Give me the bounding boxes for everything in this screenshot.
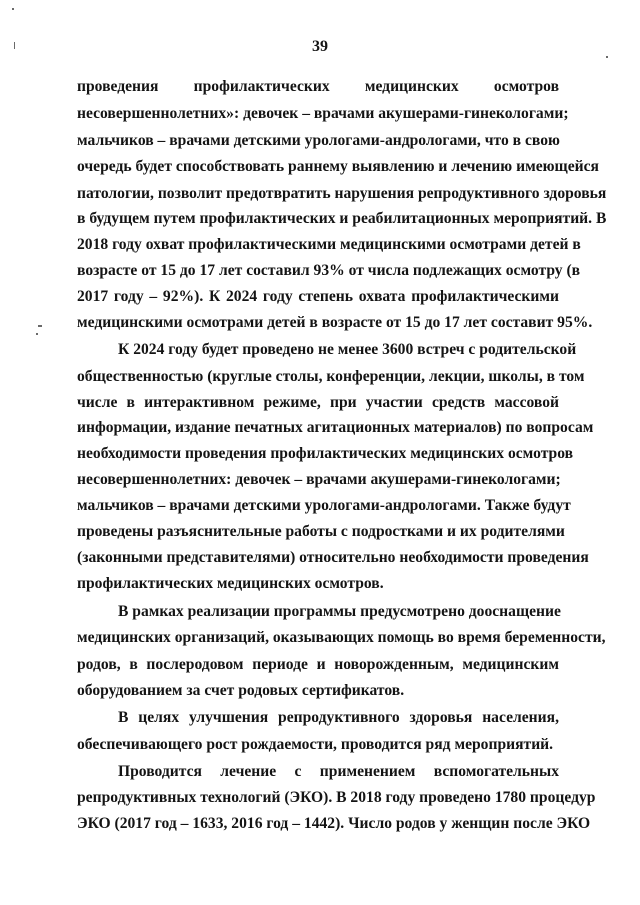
text-line: очередь будет способствовать раннему выявлению и лечению имеющейся bbox=[77, 158, 599, 175]
text-line: несовершеннолетних»: девочек – врачами акушерами-гинекологами; bbox=[77, 105, 569, 122]
text-line: медицинских организаций, оказывающих помощь во время беременности, bbox=[77, 629, 606, 646]
text-line: патологии, позволит предотвратить нарушения репродуктивного здоровья bbox=[77, 185, 607, 202]
text-line: возрасте от 15 до 17 лет составил 93% от числа подлежащих осмотру (в bbox=[77, 262, 581, 279]
scan-artifact bbox=[606, 56, 608, 58]
text-line: ЭКО (2017 год – 1633, 2016 год – 1442). Число родов у женщин после ЭКО bbox=[77, 815, 591, 832]
text-line: Проводится лечение с применением вспомогательных bbox=[118, 763, 559, 780]
text-line: числе в интерактивном режиме, при участии средств массовой bbox=[77, 394, 559, 411]
scan-artifact bbox=[14, 42, 15, 49]
scan-artifact bbox=[12, 8, 14, 10]
text-line: проведены разъяснительные работы с подростками и их родителями bbox=[77, 523, 565, 540]
text-line: родов, в послеродовом периоде и новорожденным, медицинским bbox=[77, 656, 559, 673]
page-number: 39 bbox=[312, 38, 328, 55]
text-line: обеспечивающего рост рождаемости, проводится ряд мероприятий. bbox=[77, 736, 554, 753]
text-line: в будущем путем профилактических и реабилитационных мероприятий. В bbox=[77, 210, 607, 227]
text-line: 2018 году охват профилактическими медицинскими осмотрами детей в bbox=[77, 236, 581, 253]
text-line: оборудованием за счет родовых сертификатов. bbox=[77, 682, 405, 699]
text-line: В целях улучшения репродуктивного здоровья населения, bbox=[118, 709, 559, 726]
text-line: В рамках реализации программы предусмотрено дооснащение bbox=[118, 603, 561, 620]
text-line: информации, издание печатных агитационных материалов) по вопросам bbox=[77, 419, 594, 436]
text-line: 2017 году – 92%). К 2024 году степень охвата профилактическими bbox=[77, 288, 559, 305]
text-line: профилактических медицинских осмотров. bbox=[77, 575, 384, 592]
scan-artifact bbox=[36, 333, 38, 335]
text-line: общественностью (круглые столы, конференции, лекции, школы, в том bbox=[77, 368, 585, 385]
text-line: несовершеннолетних: девочек – врачами акушерами-гинекологами; bbox=[77, 471, 561, 488]
text-line: необходимости проведения профилактических медицинских осмотров bbox=[77, 445, 574, 462]
scan-artifact bbox=[38, 325, 42, 327]
text-line: медицинскими осмотрами детей в возрасте от 15 до 17 лет составит 95%. bbox=[77, 314, 593, 331]
text-line: К 2024 году будет проведено не менее 3600 встреч с родительской bbox=[118, 341, 577, 358]
text-line: мальчиков – врачами детскими урологами-андрологами. Также будут bbox=[77, 497, 571, 514]
text-line: мальчиков – врачами детскими урологами-андрологами, что в свою bbox=[77, 132, 560, 149]
text-line: проведения профилактических медицинских осмотров bbox=[77, 78, 559, 95]
text-line: (законными представителями) относительно необходимости проведения bbox=[77, 549, 589, 566]
text-line: репродуктивных технологий (ЭКО). В 2018 году проведено 1780 процедур bbox=[77, 789, 596, 806]
